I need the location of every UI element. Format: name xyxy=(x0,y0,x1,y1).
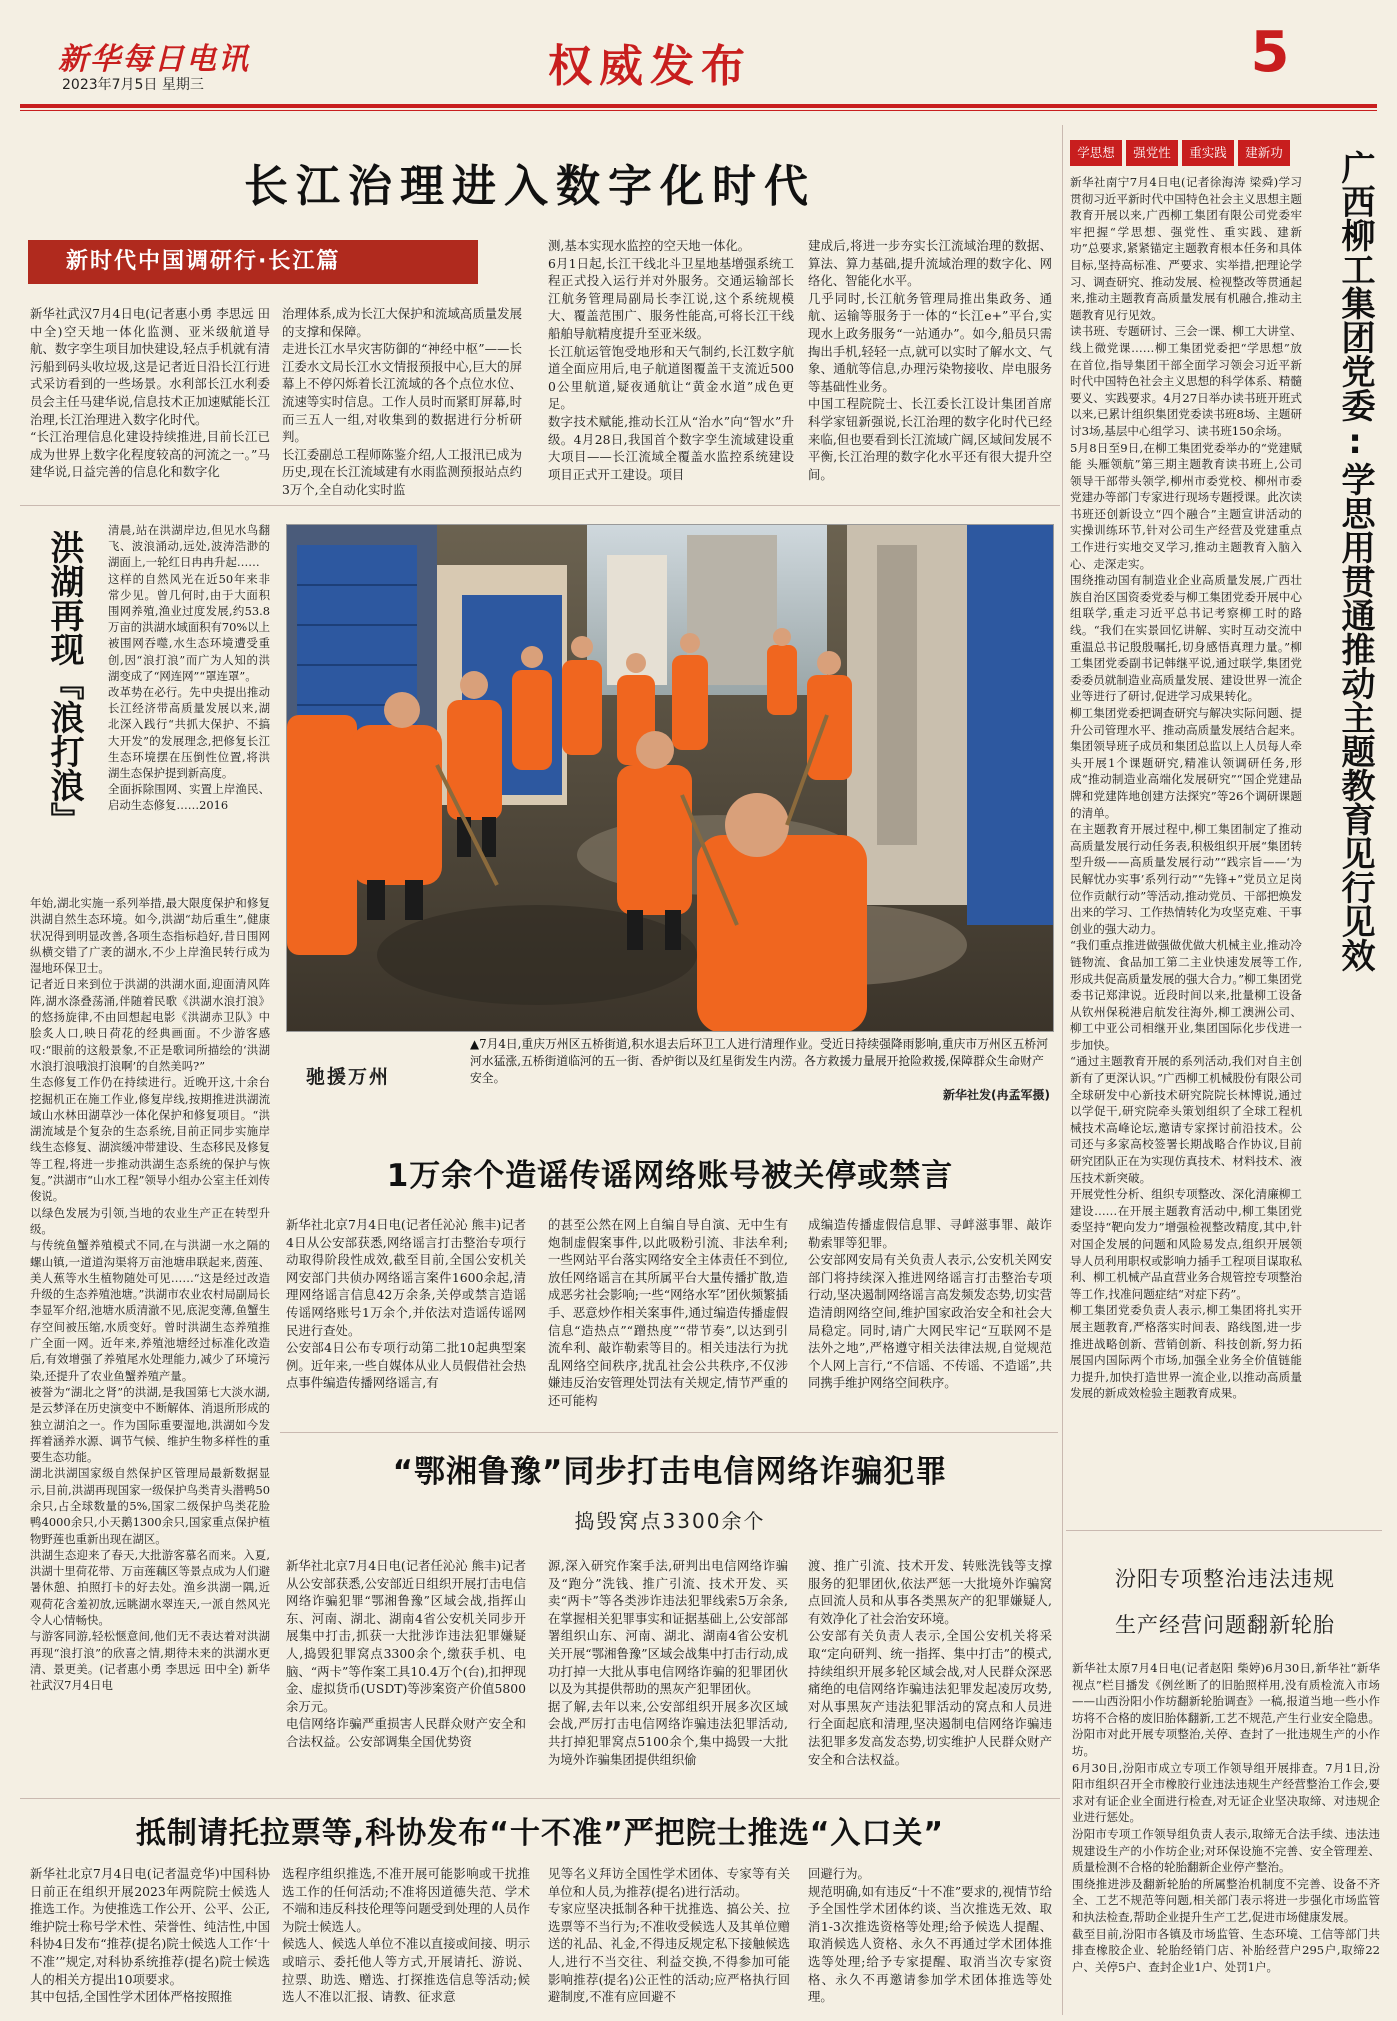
fraud-headline: “鄂湘鲁豫”同步打击电信网络诈骗犯罪 xyxy=(392,1454,948,1490)
rumor-headline: 1万余个造谣传谣网络账号被关停或禁言 xyxy=(386,1158,954,1194)
main-col-2: 治理体系,成为长江大保护和流域高质量发展的支撑和保障。 走进长江水旱灾害防御的“神经中枢”——长江委水文局长江水文情报预报中心,巨大的屏幕上不停闪烁着长江流域的各个点位水位、流速等实时信息。工作人员时而紧盯屏幕,时而三五人一组,对收集到的数据进行分析研判。 长江委副总工程师陈鉴介绍,人工报汛已成为历史,现在长江流域建有水雨监测预报站点约3万个,全自动化实时监 xyxy=(282,306,522,497)
masthead-logo: 新华每日电讯 xyxy=(58,42,250,77)
fenyang-headline-line2: 生产经营问题翻新轮胎 xyxy=(1115,1613,1335,1637)
masthead-rule xyxy=(20,104,1377,108)
academy-col-1: 新华社北京7月4日电(记者温竞华)中国科协日前正在组织开展2023年两院院士候选人推选工作。为使推选工作公开、公平、公正,维护院士称号学术性、荣誉性、纯洁性,中国科协4日发布“推荐(提名)院士候选人工作‘十不准’”规定,对科协系统推荐(提名)院士候选人的相关方提出10项要求。 其中包括,全国性学术团体严格按照推 xyxy=(30,1866,270,2005)
divider xyxy=(20,505,1060,506)
main-col-1: 新华社武汉7月4日电(记者惠小勇 李思远 田中全)空天地一体化监测、亚米级航道导航、数字孪生项目加快建设,轻点手机就有清污船到码头收垃圾,这是记者近日沿长江行进式采访看到的一些场景。水利部长江水利委员会主任马建华说,信息技术正加速赋能长江治理,长江治理进入数字化时代。 “长江治理信息化建设持续推进,目前长江已成为世界上数字化程度较高的河流之一。”马建华说,日益完善的信息化和数字化 xyxy=(30,306,270,480)
side-story-upper: 清晨,站在洪湖岸边,但见水鸟翻飞、波浪涌动,远处,波涛浩渺的湖面上,一轮红日冉冉升起…… 这样的自然风光在近50年来非常少见。曾几何时,由于大面积围网养殖,渔业过度发展,约53.8万亩的洪湖水域面积有70%以上被围网吞噬,水生态环境遭受重创,因“浪打浪”而广为人知的洪湖变成了“网连网”“罩连罩”。 改革势在必行。先中央提出推动长江经济带高质量发展以来,湖北深入践行“共抓大保护、不搞大开发”的发展理念,把修复长江生态环境摆在压倒性位置,将洪湖生态保护提到新高度。 全面拆除围网、实置上岸渔民、启动生态修复……2016 xyxy=(108,523,270,813)
theme-tag: 强党性 xyxy=(1126,140,1178,166)
main-headline: 长江治理进入数字化时代 xyxy=(244,161,816,212)
academy-headline: 抵制请托拉票等,科协发布“十不准”严把院士推选“入口关” xyxy=(135,1816,945,1851)
flood-cleanup-photo xyxy=(287,525,1054,1032)
photo-credit: 新华社发(冉孟军摄) xyxy=(943,1088,1050,1102)
rumor-col-2: 的甚至公然在网上自编自导自演、无中生有炮制虚假案事件,以此吸粉引流、非法牟利;一些网站平台落实网络安全主体责任不到位,放任网络谣言在其所属平台大量传播扩散,造成恶劣社会影响;一些“网络水军”团伙频繁插手、恶意炒作相关案事件,通过编造传播虚假信息“造热点”“蹭热度”“带节奏”,以达到引流牟利、敲诈勒索等目的。相关违法行为扰乱网络空间秩序,扰乱社会公共秩序,不仅涉嫌违反治安管理处罚法有关规定,情节严重的还可能构 xyxy=(548,1217,788,1408)
guangxi-title: 广西柳工集团党委:学思用贯通推动主题教育见行见效 xyxy=(1335,150,1375,972)
rumor-col-3: 成编造传播虚假信息罪、寻衅滋事罪、敲诈勒索罪等犯罪。 公安部网安局有关负责人表示,公安机关网安部门将持续深入推进网络谣言打击整治专项行动,坚决遏制网络谣言高发频发态势,切实营造清朗网络空间,维护国家政治安全和社会大局稳定。同时,请广大网民牢记“互联网不是法外之地”,严格遵守相关法律法规,自觉规范个人网上言行,“不信谣、不传谣、不造谣”,共同携手维护网络空间秩序。 xyxy=(808,1217,1052,1391)
section-title: 权威发布 xyxy=(548,41,752,92)
theme-tag: 建新功 xyxy=(1238,140,1290,166)
divider xyxy=(280,1432,1058,1433)
guangxi-body: 新华社南宁7月4日电(记者徐海涛 梁舜)学习贯彻习近平新时代中国特色社会主义思想主题教育开展以来,广西柳工集团有限公司党委牢牢把握“学思想、强党性、重实践、建新功”总要求,紧紧锚定主题教育根本任务和具体目标,坚持高标准、严要求、实举措,把理论学习、调查研究、推动发展、检视整改等贯通起来,推动主题教育高质量发展有机融合,推动主题教育见行见效。 读书班、专题研讨、三会一课、柳工大讲堂、线上微党课……柳工集团党委把“学思想”放在首位,指导集团干部全面学习领会习近平新时代中国特色社会主义思想的科学体系、精髓要义、实践要求。4月27日举办读书班开班式以来,已累计组织集团党委读书班8场、主题研讨3场,基层中心组学习、读书班150余场。 5月8日至9日,在柳工集团党委举办的“党建赋能 头雁领航”第三期主题教育读书班上,公司领导干部带头领学,柳州市委党校、柳州市委党建办等部门专家进行现场专题授课。此次读书班还创新设立“四个融合”主题宣讲活动的实操训练环节,针对公司生产经营及党建重点工作进行实地交叉学习,推动主题教育入脑入心、走深走实。 围绕推动国有制造业企业高质量发展,广西壮族自治区国资委党委与柳工集团党委开展中心组联学,重走习近平总书记考察柳工时的路线。“我们在实景回忆讲解、实时互动交流中重温总书记殷殷嘱托,切身感悟真理力量。”柳工集团党委副书记韩继平说,通过联学,集团党委委员就制造业高质量发展、建设世界一流企业等进行了研讨,促进学习成果转化。 柳工集团党委把调查研究与解决实际问题、提升公司管理水平、推动高质量发展结合起来。集团领导班子成员和集团总监以上人员每人牵头开展1个课题研究,精准认领调研任务,形成“推动制造业高端化发展研究”“国企党建品牌和党建阵地创建方法探究”等26个调研课题的清单。 在主题教育开展过程中,柳工集团制定了推动高质量发展行动任务表,积极组织开展“集团转型升级——高质量发展行动”“践宗旨——‘为民解忧办实事’系列行动”“先锋+”党员立足岗位作贡献行动”等活动,推动党员、干部把焕发出来的学习、工作热情转化为攻坚克难、干事创业的强大动力。 “我们重点推进做强做优做大机械主业,推动冷链物流、食品加工第二主业快速发展等工作,形成共促高质量发展的强大合力。”柳工集团党委书记郑津说。近段时间以来,批量柳工设备从钦州保税港启航发往海外,柳工澳洲公司、柳工中亚公司相继开业,集团国际化步伐进一步加快。 “通过主题教育开展的系列活动,我们对自主创新有了更深认识。”广西柳工机械股份有限公司全球研发中心新技术研究院院长林博说,通过以学促干,研究院牵头策划组织了全球工程机械技术高峰论坛,邀请专家探讨前沿技术。公司还与多家高校签署长期战略合作协议,目前研究团队正在为实现仿真技术、材料技术、液压技术新突破。 开展党性分析、组织专项整改、深化清廉柳工建设……在开展主题教育活动中,柳工集团党委坚持“靶向发力”增强检视整改精度,其中,针对国企发展的问题和风险易发点,组织开展领导人员利用职权或影响力插手工程项目谋取私利、柳工机械产品直营业务合规管控专项整治等工作,找准问题症结“对症下药”。 柳工集团党委负责人表示,柳工集团将扎实开展主题教育,严格落实时间表、路线图,进一步推进战略创新、营销创新、科技创新,努力拓展国内国际两个市场,加强全业务全价值链能力提升,加快打造世界一流企业,以推动高质量发展的新成效检验主题教育成果。 xyxy=(1070,175,1302,1401)
column-divider xyxy=(1062,125,1063,2015)
divider xyxy=(20,1798,1060,1799)
photo-label: 驰援万州 xyxy=(306,1066,391,1088)
page-number: 5 xyxy=(1250,20,1290,85)
theme-tag: 学思想 xyxy=(1070,140,1122,166)
theme-tag-bar xyxy=(1070,140,1290,166)
divider xyxy=(1066,1530,1382,1531)
photo-caption: ▲7月4日,重庆万州区五桥街道,积水退去后环卫工人进行清理作业。受近日持续强降雨影响,重庆市万州区五桥河河水猛涨,五桥街道临河的五一街、香炉街以及红星街发生内涝。各方救援力量展开抢险救援,保障群众生命财产安全。 xyxy=(470,1037,1048,1085)
series-banner: 新时代中国调研行·长江篇 xyxy=(28,240,478,284)
fraud-col-1: 新华社北京7月4日电(记者任沁沁 熊丰)记者从公安部获悉,公安部近日组织开展打击电信网络诈骗犯罪“鄂湘鲁豫”区域会战,指挥山东、河南、湖北、湖南4省公安机关同步开展集中打击,抓获一大批涉诈违法犯罪嫌疑人,捣毁犯罪窝点3300余个,缴获手机、电脑、“两卡”等作案工具10.4万个(台),扣押现金、虚拟货币(USDT)等涉案资产价值5800余万元。 电信网络诈骗严重损害人民群众财产安全和合法权益。公安部调集全国优势资 xyxy=(286,1558,526,1749)
side-story-lower: 年始,湖北实施一系列举措,最大限度保护和修复洪湖自然生态环境。如今,洪湖“劫后重生”,健康状况得到明显改善,各项生态指标趋好,昔日围网纵横交错了广袤的湖水,不少上岸渔民转行成为湿地环保卫士。 记者近日来到位于洪湖的洪湖水面,迎面清风阵阵,湖水涤叠荡涌,伴随着民歌《洪湖水浪打浪》的悠扬旋律,不由回想起电影《洪湖赤卫队》中脍炙人口,映日荷花的经典画面。不少游客感叹:“眼前的这般景象,不正是歌词所描绘的‘洪湖水浪打浪哦浪打浪啊’的自然美吗?” 生态修复工作仍在持续进行。近晚开这,十余台挖掘机正在施工作业,修复岸线,按期推进洪湖流域山水林田湖草沙一体化保护和修复项目。“洪湖流域是个复杂的生态系统,目前正同步实施岸线生态修复、湖滨缓冲带建设、生态移民及修复等工程,将进一步推动洪湖生态系统的保护与恢复。”洪湖市“山水工程”领导小组办公室主任刘传俊说。 以绿色发展为引领,当地的农业生产正在转型升级。 与传统鱼蟹养殖模式不同,在与洪湖一水之隔的螺山镇,一道道沟渠将万亩池塘串联起来,茵莲、美人蕉等水生植物随处可见……“这是经过改造升级的生态养殖池塘。”洪湖市农业农村局副局长李显军介绍,池塘水质清澈不见,底泥变薄,鱼蟹生存空间被压缩,水质变好。曾时洪湖生态养殖推广全面一网。近年来,养殖池塘经过标准化改造后,有效增强了养殖尾水处理能力,减少了环境污染,还提升了农业鱼蟹养殖产量。 被誉为“湖北之肾”的洪湖,是我国第七大淡水湖,是云梦泽在历史演变中不断解体、消退所形成的独立湖泊之一。作为国际重要湿地,洪湖如今发挥着涵养水源、调节气候、维护生物多样性的重要生态功能。 湖北洪湖国家级自然保护区管理局最新数据显示,目前,洪湖再现国家一级保护鸟类青头潜鸭50余只,占全球数量的5%,国家二级保护鸟类花脸鸭4000余只,小天鹅1300余只,国家重点保护植物野莲也重新出现在湖区。 洪湖生态迎来了春天,大批游客慕名而来。入夏,洪湖十里荷花带、万亩莲藕区等景点成为人们避暑休憩、拍照打卡的好去处。渔乡洪湖一隅,近观荷花含羞初放,远眺湖水翠连天,一派自然风光令人心情畅快。 与游客同游,轻松惬意间,他们无不表达着对洪湖再现“浪打浪”的欣喜之情,期待未来的洪湖水更清、景更美。(记者惠小勇 李思远 田中全) 新华社武汉7月4日电 xyxy=(30,896,270,1693)
news-photo xyxy=(286,524,1054,1032)
academy-col-4: 回避行为。 规范明确,如有违反“十不准”要求的,视情节给予全国性学术团体约谈、当次推选无效、取消1-3次推选资格等处理;给予候选人提醒、取消候选人资格、永久不再通过学术团体推选等处理;给予专家提醒、取消当次专家资格、永久不再邀请参加学术团体推选等处理。 xyxy=(808,1866,1052,2005)
fenyang-body: 新华社太原7月4日电(记者赵阳 柴婷)6月30日,新华社“新华视点”栏目播发《例丝断了的旧胎照样用,没有质检流入市场——山西汾阳小作坊翻新轮胎调查》一稿,报道当地一些小作坊将不合格的废旧胎体翻新,工艺不规范,产生行业安全隐患。汾阳市对此开展专项整治,关停、查封了一批违规生产的小作坊。 6月30日,汾阳市成立专项工作领导组开展排查。7月1日,汾阳市组织召开全市橡胶行业违法违规生产经营整治工作会,要求对有证企业全面进行检查,对无证企业坚决取缔、对违规企业进行惩处。 汾阳市专项工作领导组负责人表示,取缔无合法手续、违法违规建设生产的小作坊企业;对环保设施不完善、安全管理差、质量检测不合格的轮胎翻新企业停产整治。 围绕推进涉及翻新轮胎的所属整治机制度不完善、设备不齐全、工艺不规范等问题,相关部门表示将进一步强化市场监管和执法检查,帮助企业提升生产工艺,促进市场健康发展。 截至目前,汾阳市各镇及市场监管、生态环境、工信等部门共排查橡胶企业、轮胎经销门店、补胎经营户295户,取缔22户、关停5户、查封企业1户、处罚1户。 xyxy=(1072,1661,1380,1974)
fenyang-headline-line1: 汾阳专项整治违法违规 xyxy=(1115,1567,1335,1591)
fraud-subhead: 捣毁窝点3300余个 xyxy=(574,1509,766,1533)
theme-tag: 重实践 xyxy=(1182,140,1234,166)
academy-col-2: 选程序组织推选,不准开展可能影响或干扰推选工作的任何活动;不准将因道德失范、学术不端和违反科技伦理等问题受到处理的人员作为院士候选人。 候选人、候选人单位不准以直接或间接、明示或暗示、委托他人等方式,开展请托、游说、拉票、助选、赠选、打探推选信息等活动;候选人不准以汇报、请教、征求意 xyxy=(282,1866,530,2005)
fenyang-headline xyxy=(1070,1556,1380,1656)
masthead-rule-thin xyxy=(20,110,1377,111)
rumor-col-1: 新华社北京7月4日电(记者任沁沁 熊丰)记者4日从公安部获悉,网络谣言打击整治专项行动取得阶段性成效,截至目前,全国公安机关网安部门共侦办网络谣言案件1600余起,清理网络谣言信息42万余条,关停或禁言造谣传谣网络账号1万余个,并依法对造谣传谣网民进行查处。 公安部4日公布专项行动第二批10起典型案例。近年来,一些自媒体从业人员假借社会热点事件编造传播网络谣言,有 xyxy=(286,1217,526,1391)
masthead-date: 2023年7月5日 星期三 xyxy=(62,77,204,93)
fraud-col-2: 源,深入研究作案手法,研判出电信网络诈骗及“跑分”洗钱、推广引流、技术开发、买卖“两卡”等各类涉诈违法犯罪线索5万余条,在掌握相关犯罪事实和证据基础上,公安部部署组织山东、河南、湖北、湖南4省公安机关开展“鄂湘鲁豫”区域会战集中打击行动,成功打掉一大批从事电信网络诈骗的犯罪团伙以及为其提供帮助的黑灰产犯罪团伙。 据了解,去年以来,公安部组织开展多次区域会战,严厉打击电信网络诈骗违法犯罪活动,共打掉犯罪窝点5100余个,集中捣毁一大批为境外诈骗集团提供组织偷 xyxy=(548,1558,788,1767)
main-col-3: 测,基本实现水监控的空天地一体化。 6月1日起,长江干线北斗卫星地基增强系统工程正式投入运行并对外服务。交通运输部长江航务管理局副局长李江说,这个系统规模大、覆盖范围广、服务性能高,可将长江干线船舶导航精度提升至亚米级。 长江航运管饱受地形和天气制约,长江数字航道全面应用后,电子航道图覆盖干支流近5000公里航道,疑夜通航让“黄金水道”成色更足。 数字技术赋能,推动长江从“治水”向“智水”升级。4月28日,我国首个数字孪生流域建设重大项目——长江流域全覆盖水监控系统建设项目正式开工建设。项目 xyxy=(548,238,794,482)
main-col-4: 建成后,将进一步夯实长江流域治理的数据、算法、算力基础,提升流域治理的数字化、网络化、智能化水平。 几乎同时,长江航务管理局推出集政务、通航、运输等服务于一体的“长江e+”平台,实现水上政务服务“一站通办”。如今,船员只需掏出手机,轻轻一点,就可以实时了解水文、气象、通航等信息,办理污染物接收、岸电服务等基础性业务。 中国工程院院士、长江委长江设计集团首席科学家钮新强说,长江治理的数字化时代已经来临,但也要看到长江流域广阔,区域间发展不平衡,长江治理的数字化水平还有很大提升空间。 xyxy=(808,238,1052,482)
fraud-col-3: 渡、推广引流、技术开发、转账洗钱等支撑服务的犯罪团伙,依法严惩一大批境外诈骗窝点回流人员和从事各类黑灰产的犯罪嫌疑人,有效净化了社会治安环境。 公安部有关负责人表示,全国公安机关将采取“定向研判、统一指挥、集中打击”的模式,持续组织开展多轮区域会战,对人民群众深恶痛绝的电信网络诈骗违法犯罪发起凌厉攻势,对从事黑灰产违法犯罪活动的窝点和人员进行全面起底和清理,坚决遏制电信网络诈骗违法犯罪多发高发态势,切实维护人民群众财产安全和合法权益。 xyxy=(808,1558,1052,1767)
academy-col-3: 见等名义拜访全国性学术团体、专家等有关单位和人员,为推荐(提名)进行活动。 专家应坚决抵制各种干扰推选、搞公关、拉选票等不当行为;不准收受候选人及其单位赠送的礼品、礼金,不得违反规定私下接触候选人,进行不当交往、利益交换,不得参加可能影响推荐(提名)公正性的活动;应严格执行回避制度,不准有应回避不 xyxy=(548,1866,790,2005)
side-story-title: 洪湖再现『浪打浪』 xyxy=(44,530,84,836)
